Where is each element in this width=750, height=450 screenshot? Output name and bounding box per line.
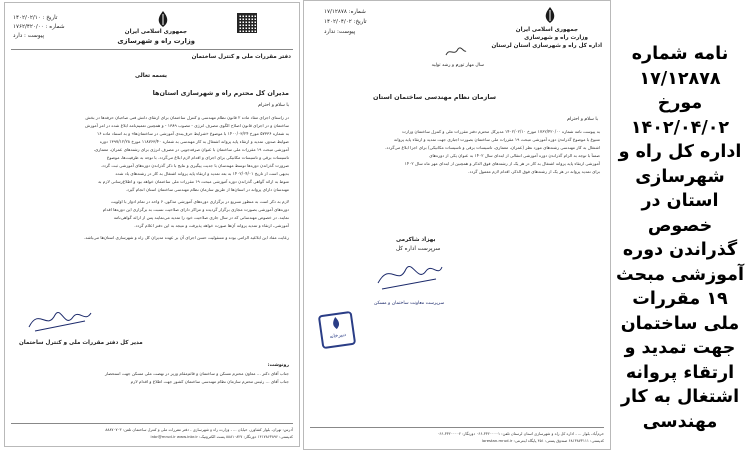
meta-attachment <box>324 29 355 35</box>
meta-number <box>324 9 366 15</box>
meta-date-value: ۱۴۰۲/۰۲/۱۰ <box>13 15 41 21</box>
body-line: بدیهی است از تاریخ ۱۴۰۲/۰۴/۰۱ به بعد تمدید و ارتقاء پایه پروانه اشتغال به کار در رشته‌های یاد شده <box>115 171 289 176</box>
footer-contact: کدپستی: ۶۸۱۳۸۷۳۱۱۱ صندوق پستی: ۴۵۱ پایگاه اینترنتی: lorestan.mrud.ir <box>481 438 604 443</box>
ministry-title: وزارت راه و شهرسازی <box>524 35 588 41</box>
footer-divider <box>310 427 604 428</box>
addressee: مدیران کل محترم راه و شهرسازی استان‌ها <box>152 89 289 97</box>
meta-attachment-value: ندارد <box>324 29 336 35</box>
body-line: اشتغال به کار مهندسی رشته‌های مورد نظر (عمران، معماری، تاسیسات برقی و تاسیسات مکانیکی) برای اجرا ابلاغ می‌گردد. <box>385 145 600 150</box>
meta-date <box>13 15 57 21</box>
meta-date-label: تاریخ : <box>42 15 58 21</box>
body-line: به پیوست نامه شماره ۱۷۶۲/۴۲۰/۰۰ مورخ ۱۴۰۲/۰۲/۱۰ مدیرکل محترم دفتر مقررات ملی و کنترل ساختمان وزارت <box>401 129 600 134</box>
body-line: ضوابط صدور، تمدید و ارتقاء پایه پروانه اشتغال به کار مهندسی به شماره ۱۱۸۷۶۳/۴۰ مورخ ۱۳۹۷/۱۲/۲۸ دوره <box>99 139 289 144</box>
republic-title: جمهوری اسلامی ایران <box>515 27 578 33</box>
meta-attachment-value: دارد <box>13 33 23 39</box>
signature-icon <box>25 301 95 335</box>
handwritten-note: سرپرست معاونت ساختمان و مسکن <box>374 301 445 306</box>
iran-emblem-icon <box>153 9 173 29</box>
body-line: لازم به ذکر است به منظور تسریع در برگزاری دوره‌های آموزشی مذکور، ۶ واحد در تمام ادوار با اولویت <box>110 199 289 204</box>
greeting: با سلام و احترام <box>567 117 598 122</box>
footer-contact: کدپستی: ۱۴۱۷۸۶۳۸۹۶ دورنگار: ۸۸۸۱۰۸۲۷ پست الکترونیک: inbr@mrud.ir www.inbr.ir <box>150 434 293 439</box>
header-divider <box>11 49 293 50</box>
meta-date-value: ۱۴۰۲/۰۴/۰۲ <box>324 19 352 25</box>
body-line: نمایند. در خصوص مهندسانی که در سال جاری صلاحیت خود را تمدید می‌نمایند پس از ارائه گواهی‌نامه <box>113 215 289 220</box>
body-line: تاسیسات برقی و تاسیسات مکانیکی برای اجرای و اقدام لازم ابلاغ می‌گردد. با توجه به ظرفیت‌ها، موضوع <box>106 155 289 160</box>
stamp-text: دبیرخانه <box>329 331 347 341</box>
office-title: دفتر مقررات ملی و کنترل ساختمان <box>191 54 291 60</box>
body-line: مهندسان دارای پروانه در استان‌ها از طریق سازمان نظام مهندسی ساختمان استان انجام گیرد. <box>125 187 289 192</box>
signature-icon <box>372 253 446 293</box>
meta-number-label: شماره : <box>45 24 65 30</box>
body-line: ضرورت گذراندن دوره‌ها توسط مهندسان با جدیت پیگیری و نتایج با ذکر گذراندن دوره‌های آموزشی ثبت گردد. <box>100 163 289 168</box>
qr-code-icon <box>237 13 257 33</box>
body-line: متبوع با موضوع گذراندن دوره آموزشی مبحث ۱۹ مقررات ملی ساختمان بصورت اجباری جهت تمدید و ارتقاء پایه پروانه <box>393 137 600 142</box>
footer-address: آدرس: تهران، بلوار کشاورز، خیابان ... ، وزارت راه و شهرسازی - دفتر مقررات ملی و کنترل ساختمان تلفن: ۸۸۸۷۰۷۰۳ <box>105 427 293 432</box>
bismillah-calligraphy-icon <box>444 45 468 59</box>
body-line: منوط به ارائه گواهی گذراندن دوره آموزشی مبحث ۱۹ مقررات ملی ساختمان خواهد بود و اطلاع‌رسانی لازم به <box>98 179 289 184</box>
letter-ministry <box>4 2 300 447</box>
meta-date-label: تاریخ: <box>353 19 367 25</box>
ministry-title: وزارت راه و شهرسازی <box>117 37 195 45</box>
meta-attachment <box>13 33 44 39</box>
meta-attachment-label: پیوست : <box>24 33 45 39</box>
body-line: در راستای اجرای مفاد ماده ۲ قانون نظام مهندسی و کنترل ساختمان برای ارتقای دانش فنی صاحبان حرفه‌ها در بخش <box>85 115 289 120</box>
meta-date <box>324 19 367 25</box>
meta-attachment-label: پیوست: <box>337 29 356 35</box>
body-line: آموزشی، ارتقاء و تمدید پروانه آن‌ها صورت خواهد پذیرفت و نتیجه به این دفتر اعلام گردد. <box>134 223 289 228</box>
greeting: با سلام و احترام <box>258 103 289 108</box>
office-title: اداره کل راه و شهرسازی استان لرستان <box>491 43 602 49</box>
body-line: آموزشی ارتقاء پایه پروانه اشتغال به کار در هر یک از رشته‌های فوق الذکر و همچنین از ابتدای مهر ماه سال ۱۴۰۲ <box>404 161 600 166</box>
footer-address: خرم‌آباد، بلوار ... ، اداره کل راه و شهرسازی استان لرستان تلفن: ۳۳۲۰۰۰۰۱-۰۶۶ دورنگار: ۳۳۲۰۰۰۰۲-۰۶۶ <box>437 431 604 436</box>
caption-text: نامه شماره ۱۷/۱۲۸۷۸ مورخ ۱۴۰۲/۰۴/۰۲ اداره کل راه و شهرسازی استان در خصوص گذراندن دوره آموزشی مبحث ۱۹ مقررات ملی ساختمان جهت تمدید و ارتقاء پروانه اشتغال به کار مهندسی <box>615 44 744 432</box>
republic-title: جمهوری اسلامی ایران <box>124 29 187 35</box>
addressee: سازمان نظام مهندسی ساختمان استان <box>373 93 496 101</box>
secretariat-stamp <box>318 311 356 349</box>
stamp-emblem-icon <box>322 313 350 332</box>
cc-line: جناب آقای ... رئیس محترم سازمان نظام مهندسی ساختمان کشور جهت اطلاع و اقدام لازم <box>130 379 289 384</box>
signer-name: بهزاد شاکرمی <box>396 237 436 243</box>
cc-label: رونوشت: <box>267 363 289 368</box>
meta-number-value: ۱۷/۱۲۸۷۸ <box>324 9 347 15</box>
body-line: رعایت مفاد این ابلاغیه الزامی بوده و مسئولیت حسن اجرای آن بر عهده مدیران کل راه و شهرسازی استان‌ها می‌باشد. <box>83 235 289 240</box>
iran-emblem-icon <box>540 5 560 25</box>
body-line: ساختمان و در اجرای قانون اصلاح الگوی مصرف انرژی - مصوب ۱۳۸۹ - و همچنین تعمیم‌نامه ابلاغ شده در امر آموزش <box>85 123 289 128</box>
meta-number-value: ۱۷۶۲/۴۲۰/۰۰ <box>13 24 44 30</box>
signer-title: سرپرست اداره کل <box>396 246 441 252</box>
body-line: ضمناً با توجه به الزام گذراندن دوره آموزشی انتقالی از ابتدای سال ۱۴۰۲ به عنوان یکی از دوره‌های <box>429 153 600 158</box>
cc-line: جناب آقای دکتر ... معاون محترم مسکن و ساختمان و قائم‌مقام وزیر در نهضت ملی مسکن جهت استحضار <box>104 371 289 376</box>
body-line: به شماره ۵۷۳۳۶ مورخ ۱۴۰۰/۰۳/۲۴ با موضوع «شرایط حرف‌بندی آموزشی در ساختمان‌ها» و به استناد ماده ۱۶ <box>96 131 289 136</box>
body-line: دوره‌های آموزشی بصورت مجازی برگزار گردیده و مراکز دارای صلاحیت نسبت به برگزاری این دوره‌ها اقدام <box>102 207 289 212</box>
bismillah: بسمه تعالی <box>134 73 167 79</box>
footer-divider <box>11 423 293 424</box>
meta-number <box>13 24 65 30</box>
signer-title: مدیر کل دفتر مقررات ملی و کنترل ساختمان <box>19 340 143 346</box>
year-motto: سال مهار تورم و رشد تولید <box>431 63 484 68</box>
body-line: آموزشی مبحث ۱۹ مقررات ملی ساختمان با عنوان صرفه‌جویی در مصرف انرژی برای رشته‌های عمران، معماری، <box>93 147 289 152</box>
body-line: برای تمدید پروانه در هر یک از رشته‌های فوق الذکر، اقدام لازم معمول گردد. <box>468 169 600 174</box>
letter-provincial <box>303 0 611 450</box>
meta-number-label: شماره: <box>348 9 366 15</box>
